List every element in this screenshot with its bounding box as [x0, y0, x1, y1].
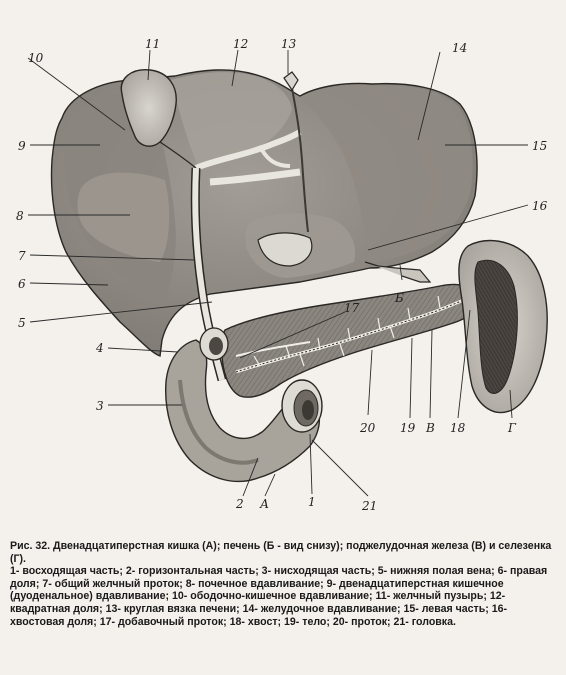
- label-16: 16: [532, 199, 548, 213]
- label-2: 2: [236, 497, 244, 511]
- label-17: 17: [344, 301, 360, 315]
- label-15: 15: [532, 139, 548, 153]
- label-3: 3: [96, 399, 104, 413]
- label-7: 7: [18, 249, 26, 263]
- label-V: В: [426, 421, 435, 435]
- label-12: 12: [233, 37, 249, 51]
- label-13: 13: [281, 37, 297, 51]
- label-9: 9: [18, 139, 26, 153]
- label-19: 19: [400, 421, 416, 435]
- label-18: 18: [450, 421, 466, 435]
- label-20: 20: [360, 421, 376, 435]
- label-4: 4: [96, 341, 104, 355]
- label-A: А: [260, 497, 270, 511]
- label-10: 10: [28, 51, 44, 65]
- caption-legend: 1- восходящая часть; 2- горизонтальная часть; 3- нисходящая часть; 5- нижняя полая вена; 6- правая доля; 7- общий желчный проток; 8- почечное вдавливание; 9- двенадцатиперстная кишечное (дуоденальное) вдавливание; 10- ободочно-кишечное вдавливание; 11- желчный пузырь; 12- квадратная доля; 13- круглая вязка печени; 14- желудочное вдавливание; 15- левая часть; 16- хвостовая доля; 17- добавочный проток; 18- хвост; 19- тело; 20- проток; 21- головка.: [10, 565, 548, 628]
- figure-caption: [10, 540, 558, 628]
- caption-title: Рис. 32. Двенадцатиперстная кишка (А); печень (Б - вид снизу); поджелудочная железа (В) и селезенка (Г).: [10, 540, 552, 565]
- label-11: 11: [145, 37, 161, 51]
- label-21: 21: [362, 499, 378, 513]
- label-1: 1: [308, 495, 316, 509]
- label-8: 8: [16, 209, 24, 223]
- label-14: 14: [452, 41, 468, 55]
- label-5: 5: [18, 316, 26, 330]
- label-G: Г: [508, 421, 516, 435]
- label-B: Б: [395, 291, 404, 305]
- label-6: 6: [18, 277, 26, 291]
